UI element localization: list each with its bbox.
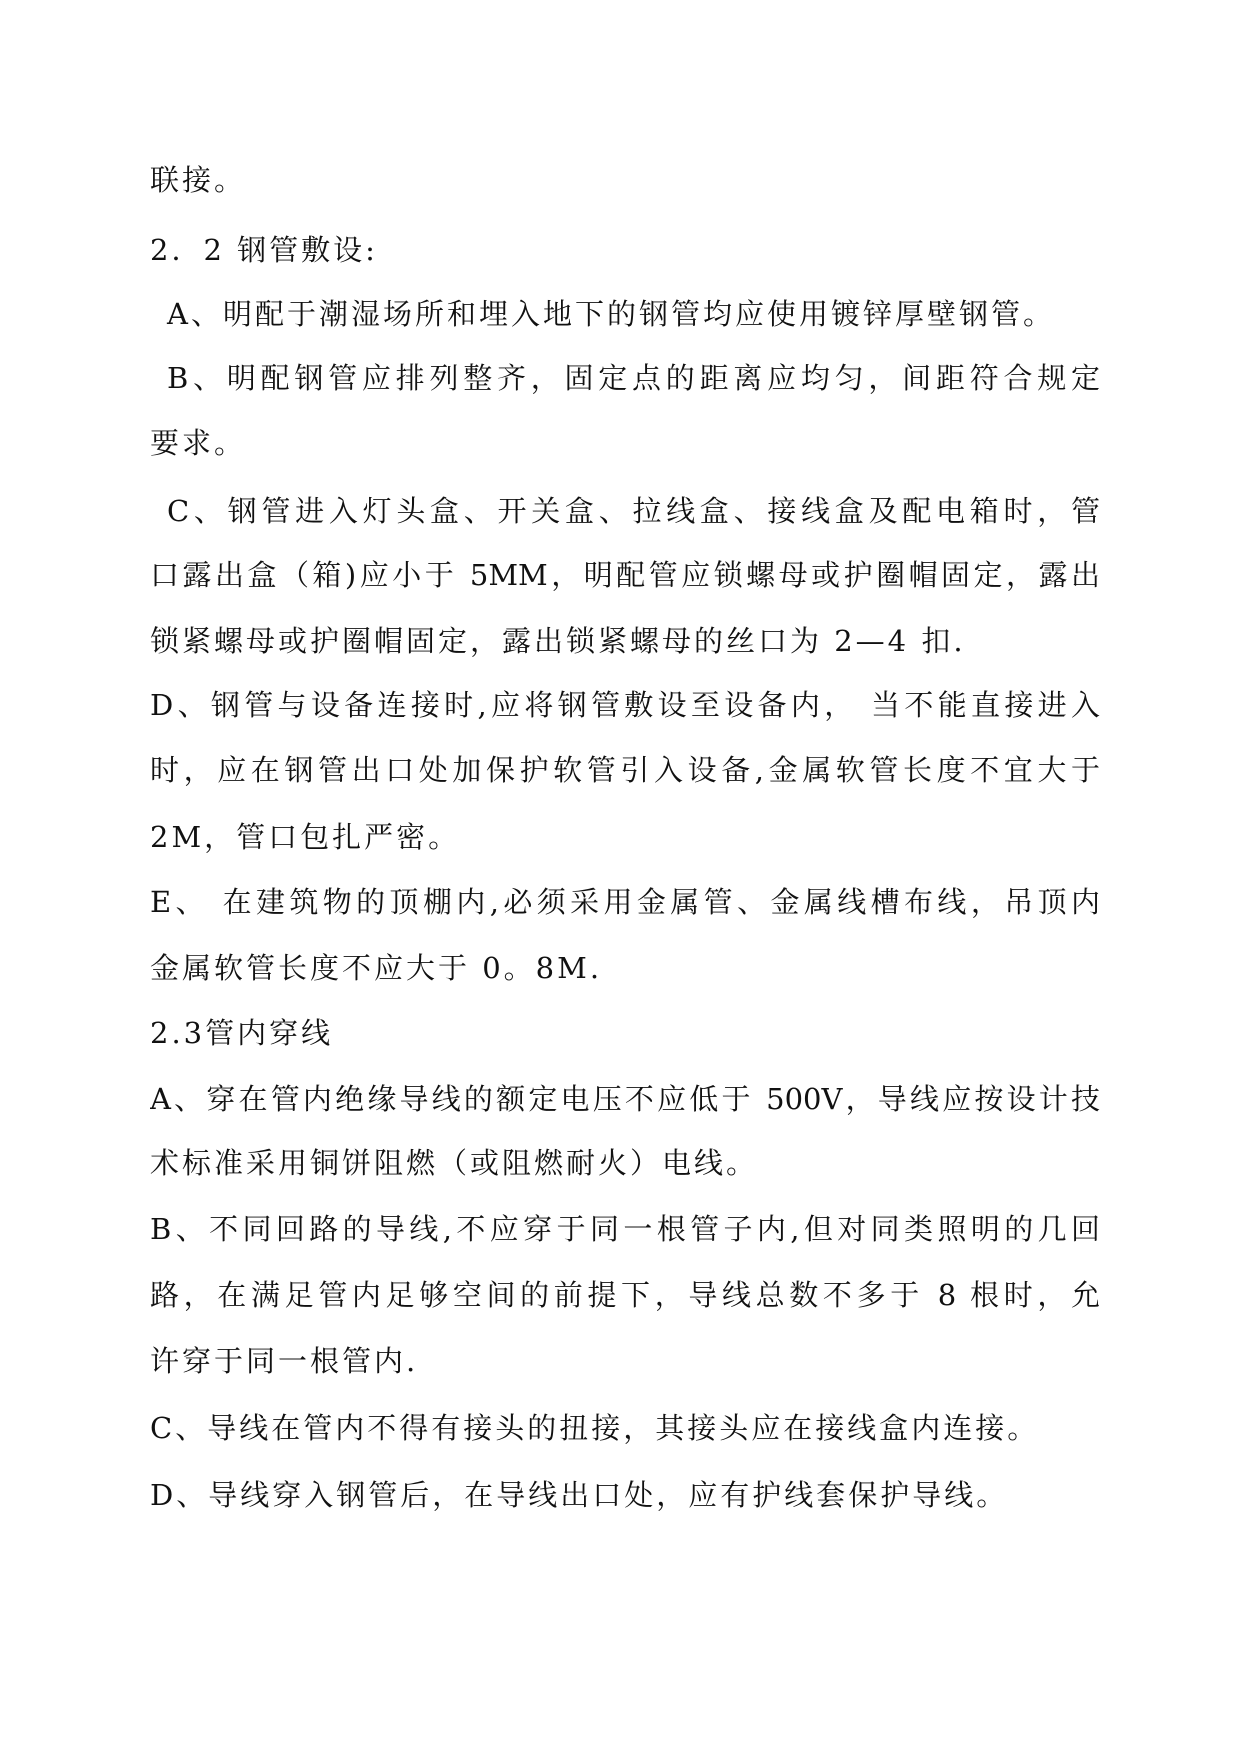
- section-heading: 2．2 钢管敷设:: [150, 233, 378, 267]
- text-line: 术标准采用铜饼阻燃（或阻燃耐火）电线。: [150, 1146, 759, 1180]
- text-line: 2M，管口包扎严密。: [150, 820, 461, 854]
- text-line: 要求。: [150, 426, 247, 460]
- text-line: D、钢管与设备连接时,应将钢管敷设至设备内， 当不能直接进入: [150, 688, 1100, 722]
- text-line: B、明配钢管应排列整齐，固定点的距离应均匀，间距符合规定: [167, 361, 1100, 395]
- section-heading: 2.3管内穿线: [150, 1016, 334, 1050]
- text-line: A、明配于潮湿场所和埋入地下的钢管均应使用镀锌厚壁钢管。: [167, 297, 1055, 331]
- text-line: C、导线在管内不得有接头的扭接，其接头应在接线盒内连接。: [150, 1411, 1040, 1445]
- text-line: A、穿在管内绝缘导线的额定电压不应低于 500V，导线应按设计技: [150, 1082, 1100, 1116]
- text-line: E、 在建筑物的顶棚内,必须采用金属管、金属线槽布线，吊顶内: [150, 885, 1100, 919]
- text-line: C、钢管进入灯头盒、开关盒、拉线盒、接线盒及配电箱时，管: [167, 494, 1100, 528]
- text-line: 金属软管长度不应大于 0。8M.: [150, 951, 603, 985]
- text-line: D、导线穿入钢管后，在导线出口处，应有护线套保护导线。: [150, 1478, 1009, 1512]
- text-line: 许穿于同一根管内.: [150, 1344, 419, 1378]
- text-line: 口露出盒（箱)应小于 5MM，明配管应锁螺母或护圈帽固定，露出: [150, 558, 1100, 592]
- text-line: 路，在满足管内足够空间的前提下，导线总数不多于 8 根时，允: [150, 1278, 1100, 1312]
- text-line: 时，应在钢管出口处加保护软管引入设备,金属软管长度不宜大于: [150, 753, 1100, 787]
- text-line: B、不同回路的导线,不应穿于同一根管子内,但对同类照明的几回: [150, 1212, 1100, 1246]
- text-line: 联接。: [150, 163, 247, 197]
- text-line: 锁紧螺母或护圈帽固定，露出锁紧螺母的丝口为 2—4 扣.: [150, 624, 966, 658]
